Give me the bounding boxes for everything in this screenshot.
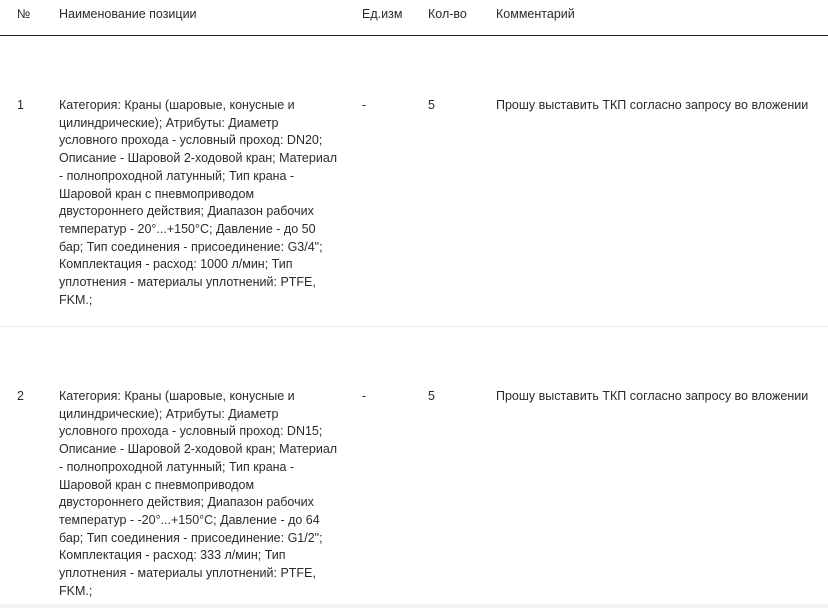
row-quantity: 5 bbox=[428, 98, 435, 112]
row-name: Категория: Краны (шаровые, конусные и цилиндрические); Атрибуты: Диаметр условного прохода - условный проход: DN15; Описание - Шаровой 2-ходовой кран; Материал - полнопроходной латунный; Тип крана - Шаровой кран с пневмоприводом двустороннего действия; Диапазон рабочих температур - -20°...+150°C; Давление - до 64 бар; Тип соединения - присоединение: G1/2"; Комплектация - расход: 333 л/мин; Тип уплотнения - материалы уплотнений: PTFE, FKM.; bbox=[59, 389, 338, 598]
table-row bbox=[0, 327, 828, 608]
row-unit: - bbox=[362, 98, 367, 112]
header-number: № bbox=[17, 7, 31, 21]
row-quantity: 5 bbox=[428, 389, 435, 403]
header-name: Наименование позиции bbox=[59, 7, 197, 21]
table-row bbox=[0, 36, 828, 327]
scroll-edge bbox=[0, 604, 828, 608]
row-comment: Прошу выставить ТКП согласно запросу во вложении bbox=[496, 389, 809, 403]
row-name: Категория: Краны (шаровые, конусные и цилиндрические); Атрибуты: Диаметр условного прохода - условный проход: DN20; Описание - Шаровой 2-ходовой кран; Материал - полнопроходной латунный; Тип крана - Шаровой кран с пневмоприводом двустороннего действия; Диапазон рабочих температур - 20°...+150°C; Давление - до 50 бар; Тип соединения - присоединение: G3/4"; Комплектация - расход: 1000 л/мин; Тип уплотнения - материалы уплотнений: PTFE, FKM.; bbox=[59, 98, 338, 307]
header-comment: Комментарий bbox=[496, 7, 575, 21]
row-unit: - bbox=[362, 389, 367, 403]
header-quantity: Кол-во bbox=[428, 7, 467, 21]
row-comment: Прошу выставить ТКП согласно запросу во вложении bbox=[496, 98, 809, 112]
table-header bbox=[0, 0, 828, 36]
row-number: 2 bbox=[17, 389, 24, 403]
header-unit: Ед.изм bbox=[362, 7, 403, 21]
row-number: 1 bbox=[17, 98, 24, 112]
